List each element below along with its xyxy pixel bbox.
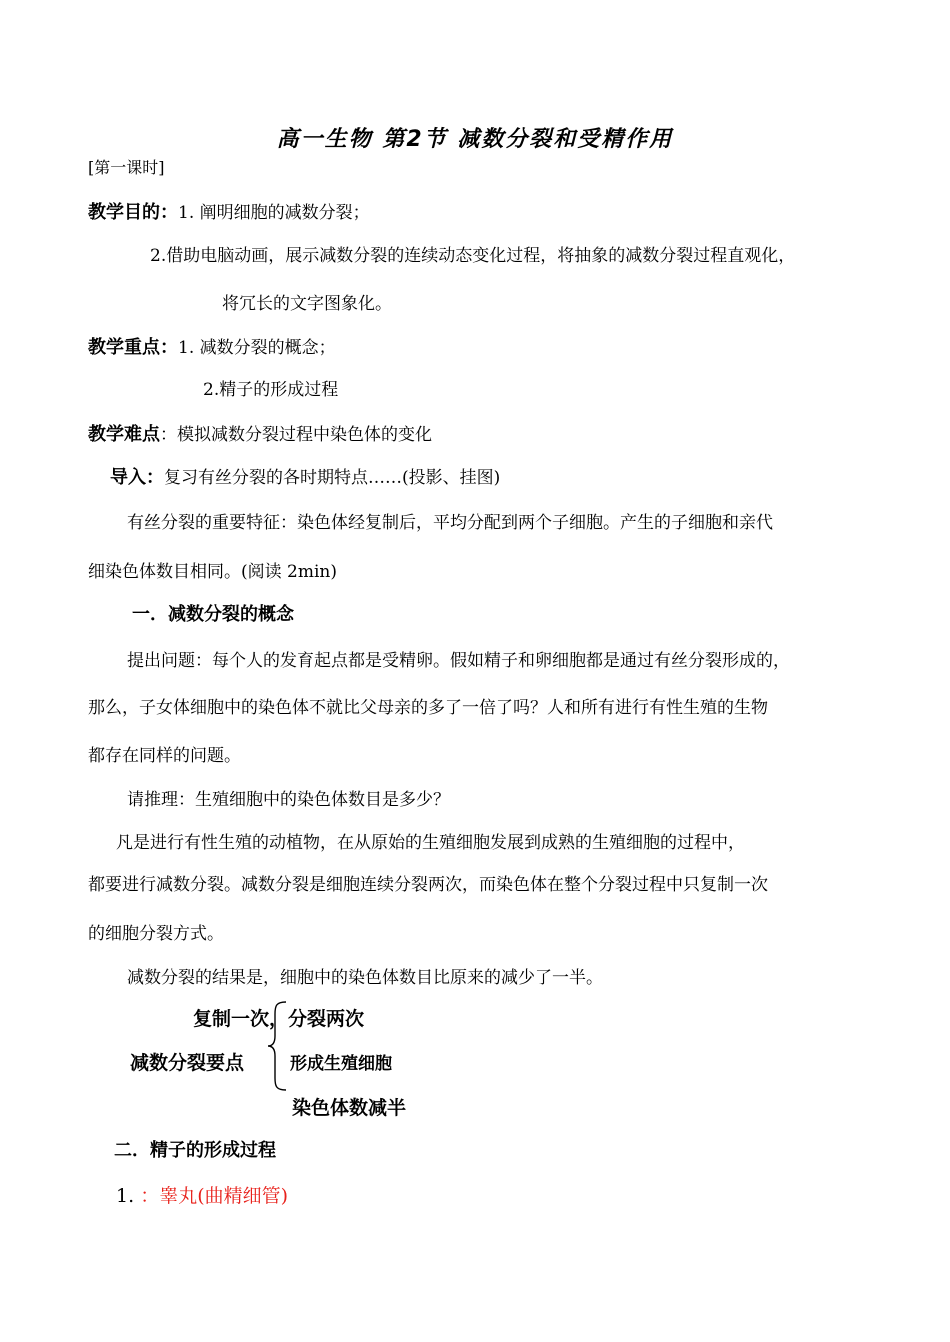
result-line: 减数分裂的结果是，细胞中的染色体数目比原来的减少了一半。 [127,968,603,988]
document-title: 高一生物 第2节 减数分裂和受精作用 [276,127,674,152]
intro-label: 导入： [110,467,164,488]
section-1-heading: 一．减数分裂的概念 [132,604,294,625]
reasoning-line: 请推理：生殖细胞中的染色体数目是多少？ [127,790,450,810]
objectives-label: 教学目的： [88,202,178,223]
difficulty-label: 教学难点 [88,424,160,445]
objectives-line [88,201,370,225]
summary-label: 减数分裂要点 [130,1052,245,1074]
difficulty-line [88,423,432,447]
summary-item-3: 染色体数减半 [292,1097,407,1119]
mitosis-para-line-2: 细染色体数目相同。(阅读 2min) [88,562,337,582]
objectives-item-1: 1. 阐明细胞的减数分裂； [178,203,370,223]
question-line-1: 提出问题：每个人的发育起点都是受精卵。假如精子和卵细胞都是通过有丝分裂形成的， [127,651,790,671]
intro-line [110,466,500,490]
section-2-item-1 [116,1184,288,1208]
summary-item-2: 形成生殖细胞 [290,1054,392,1074]
section-2-heading: 二．精子的形成过程 [114,1140,276,1161]
key-points-label: 教学重点： [88,337,178,358]
objectives-item-2-line-2: 将冗长的文字图象化。 [222,294,392,314]
summary-item-1: 复制一次，分裂两次 [193,1008,365,1030]
definition-line-2: 都要进行减数分裂。减数分裂是细胞连续分裂两次，而染色体在整个分裂过程中只复制一次 [88,875,768,895]
question-line-2: 那么，子女体细胞中的染色体不就比父母亲的多了一倍了吗？人和所有进行有性生殖的生物 [88,698,768,718]
question-line-3: 都存在同样的问题。 [88,746,241,766]
key-points-line [88,336,336,360]
definition-line-1: 凡是进行有性生殖的动植物，在从原始的生殖细胞发展到成熟的生殖细胞的过程中， [116,833,745,853]
section-2-item-1-number: 1. [116,1185,135,1207]
key-points-item-2: 2.精子的形成过程 [203,380,339,400]
curly-brace-icon [266,1000,288,1092]
lesson-period: [第一课时] [88,158,165,177]
section-2-item-1-text: ：睾丸(曲精细管) [140,1185,289,1207]
intro-text: 复习有丝分裂的各时期特点……(投影、挂图) [164,468,501,488]
key-points-item-1: 1. 减数分裂的概念； [178,338,336,358]
definition-line-3: 的细胞分裂方式。 [88,924,224,944]
objectives-item-2-line-1: 2.借助电脑动画，展示减数分裂的连续动态变化过程，将抽象的减数分裂过程直观化， [150,246,796,266]
difficulty-text: ：模拟减数分裂过程中染色体的变化 [160,425,432,445]
mitosis-para-line-1: 有丝分裂的重要特征：染色体经复制后，平均分配到两个子细胞。产生的子细胞和亲代 [127,513,773,533]
